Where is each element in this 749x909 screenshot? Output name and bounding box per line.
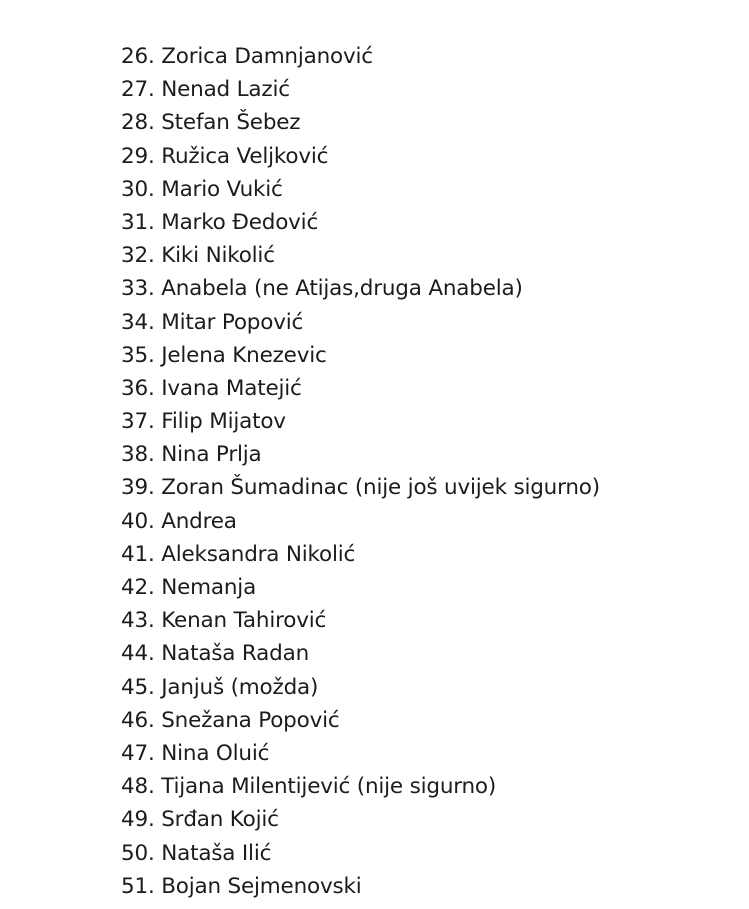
item-number: 38.	[121, 442, 155, 468]
item-text: Filip Mijatov	[161, 409, 286, 435]
item-text: Mitar Popović	[161, 309, 304, 335]
item-text: Janjuš (možda)	[161, 674, 319, 700]
list-item	[121, 173, 600, 206]
item-number: 29.	[121, 143, 155, 169]
item-number: 40.	[121, 508, 155, 534]
list-item	[121, 339, 600, 372]
list-item	[121, 306, 600, 339]
list-item	[121, 140, 600, 173]
list-item	[121, 471, 600, 504]
item-text: Ivana Matejić	[161, 375, 302, 401]
item-number: 42.	[121, 575, 155, 600]
item-text: Nina Oluić	[161, 740, 270, 766]
list-item	[121, 637, 600, 670]
list-item	[121, 405, 600, 438]
item-text: Bojan Sejmenovski	[161, 873, 362, 899]
list-item	[121, 272, 600, 305]
item-number: 44.	[121, 641, 155, 667]
list-item	[121, 837, 600, 870]
item-text: Nina Prlja	[161, 442, 262, 468]
list-item	[121, 870, 600, 903]
list-item	[121, 206, 600, 239]
item-text: Nenad Lazić	[161, 77, 290, 103]
list-item	[121, 40, 600, 73]
item-number: 35.	[121, 342, 155, 368]
item-text: Kenan Tahirović	[161, 608, 327, 634]
item-number: 33.	[121, 276, 155, 302]
list-item	[121, 704, 600, 737]
item-number: 51.	[121, 873, 155, 899]
item-number: 32.	[121, 243, 155, 269]
item-text: Kiki Nikolić	[161, 243, 275, 269]
item-number: 36.	[121, 375, 155, 401]
item-number: 27.	[121, 77, 155, 103]
item-number: 50.	[121, 840, 155, 866]
item-number: 30.	[121, 176, 155, 202]
item-number: 45.	[121, 674, 155, 700]
item-text: Zorica Damnjanović	[161, 44, 373, 69]
list-item	[121, 604, 600, 637]
item-text: Tijana Milentijević (nije sigurno)	[161, 774, 497, 800]
item-number: 34.	[121, 309, 155, 335]
item-number: 28.	[121, 110, 155, 136]
item-number: 46.	[121, 707, 155, 733]
list-item	[121, 770, 600, 803]
list-item	[121, 505, 600, 538]
list-item	[121, 538, 600, 571]
list-item	[121, 737, 600, 770]
item-text: Marko Đedović	[161, 209, 319, 235]
item-text: Nemanja	[161, 575, 257, 600]
item-number: 26.	[121, 44, 155, 69]
item-text: Nataša Radan	[161, 641, 309, 667]
item-number: 37.	[121, 409, 155, 435]
list-item	[121, 239, 600, 272]
item-text: Andrea	[161, 508, 237, 534]
item-number: 39.	[121, 475, 155, 501]
item-text: Nataša Ilić	[161, 840, 272, 866]
item-text: Mario Vukić	[161, 176, 283, 202]
item-text: Jelena Knezevic	[161, 342, 327, 368]
list-item	[121, 372, 600, 405]
list-item	[121, 571, 600, 604]
list-item	[121, 671, 600, 704]
item-text: Srđan Kojić	[161, 807, 279, 833]
item-number: 47.	[121, 740, 155, 766]
item-number: 31.	[121, 209, 155, 235]
item-text: Stefan Šebez	[161, 110, 301, 136]
item-number: 48.	[121, 774, 155, 800]
list-item	[121, 803, 600, 836]
item-number: 41.	[121, 541, 155, 567]
item-text: Aleksandra Nikolić	[161, 541, 356, 567]
item-text: Snežana Popović	[161, 707, 340, 733]
item-text: Anabela (ne Atijas,druga Anabela)	[161, 276, 523, 302]
numbered-name-list	[121, 40, 600, 903]
list-item	[121, 73, 600, 106]
item-text: Ružica Veljković	[161, 143, 329, 169]
item-number: 43.	[121, 608, 155, 634]
item-text: Zoran Šumadinac (nije još uvijek sigurno)	[161, 475, 600, 501]
item-number: 49.	[121, 807, 155, 833]
list-item	[121, 106, 600, 139]
list-item	[121, 438, 600, 471]
